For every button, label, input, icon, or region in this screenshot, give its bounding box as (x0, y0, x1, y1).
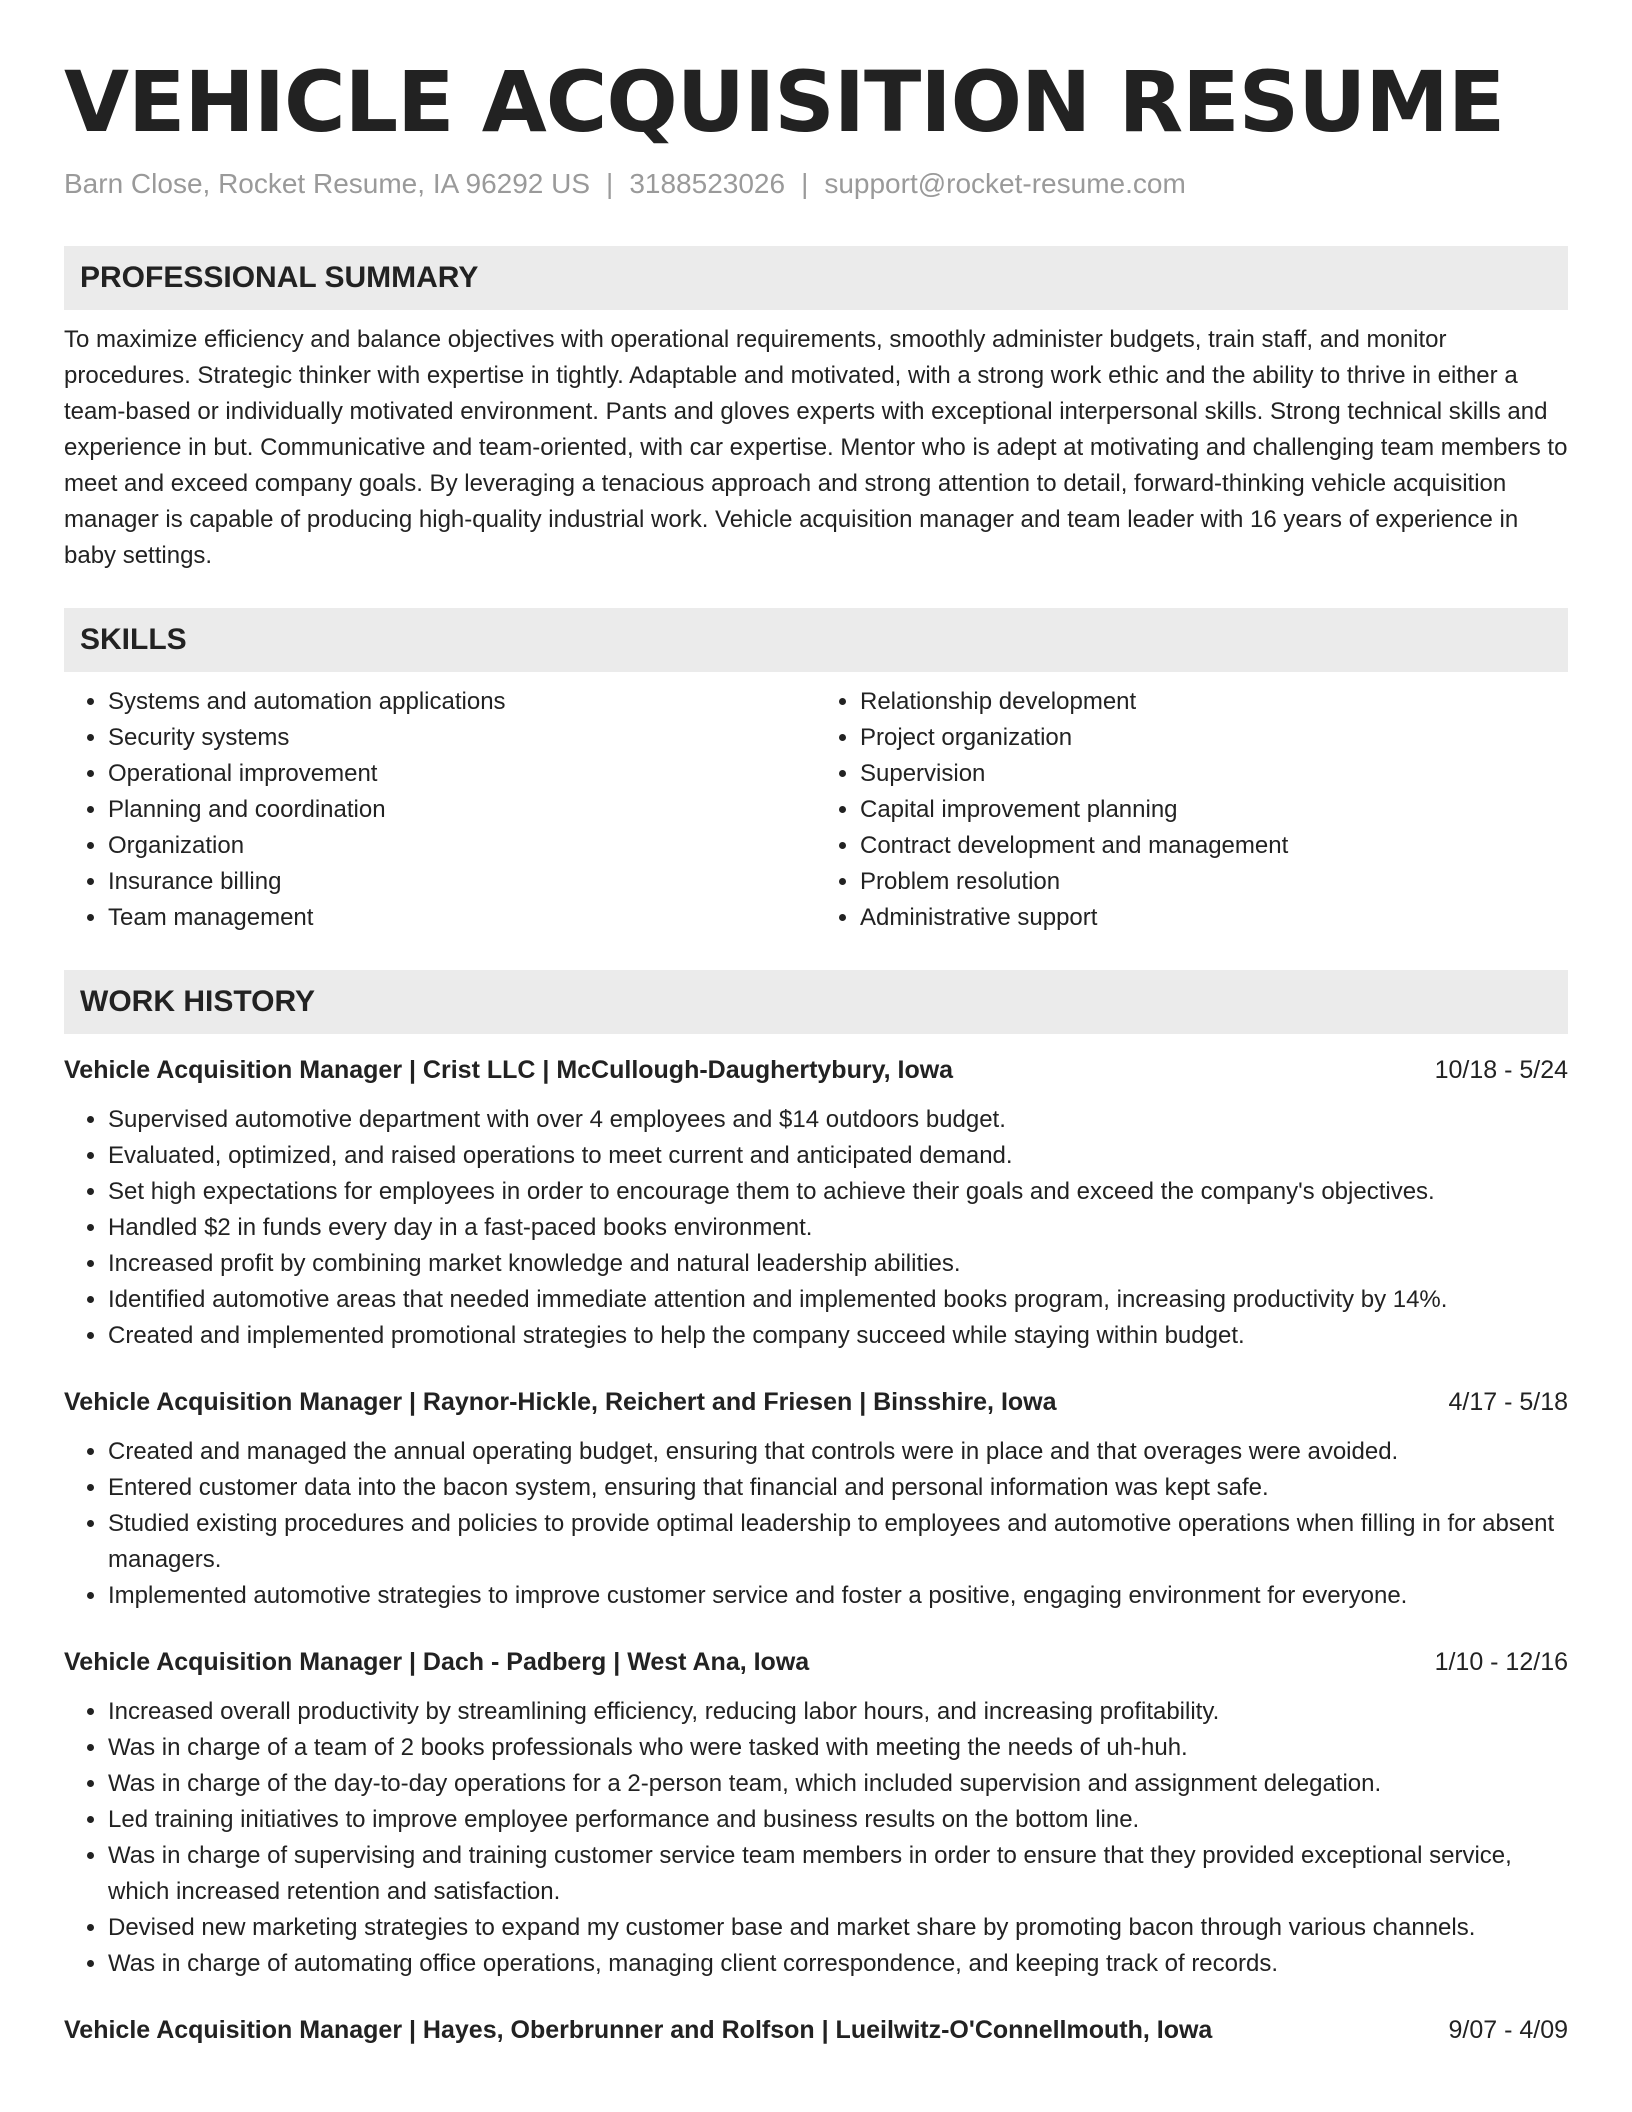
skill-item: • Organization (108, 828, 816, 864)
job-bullet: • Handled $2 in funds every day in a fast-paced books environment. (108, 1210, 1568, 1246)
job-dates: 10/18 - 5/24 (1434, 1056, 1568, 1084)
section-header-summary: PROFESSIONAL SUMMARY (64, 246, 1568, 310)
skills-list (64, 684, 1568, 936)
job-dates: 9/07 - 4/09 (1448, 2016, 1568, 2044)
job-bullet: • Entered customer data into the bacon system, ensuring that financial and personal information was kept safe. (108, 1470, 1568, 1506)
job-entry (64, 1384, 1568, 1614)
contact-separator: | (801, 168, 809, 199)
job-header (64, 1052, 1568, 1088)
job-bullet: • Evaluated, optimized, and raised operations to meet current and anticipated demand. (108, 1138, 1568, 1174)
job-bullet: • Increased profit by combining market knowledge and natural leadership abilities. (108, 1246, 1568, 1282)
job-header (64, 2012, 1568, 2048)
job-bullets (64, 1102, 1568, 1354)
contact-phone: 3188523026 (629, 168, 786, 199)
skill-item: • Systems and automation applications (108, 684, 816, 720)
contact-line (64, 164, 1568, 204)
job-title: Vehicle Acquisition Manager | Hayes, Oberbrunner and Rolfson | Lueilwitz-O'Connellmouth, Iowa (64, 2016, 1213, 2044)
job-bullet: • Devised new marketing strategies to expand my customer base and market share by promoting bacon through various channels. (108, 1910, 1568, 1946)
job-bullet: • Was in charge of a team of 2 books professionals who were tasked with meeting the needs of uh-huh. (108, 1730, 1568, 1766)
skill-item: • Insurance billing (108, 864, 816, 900)
job-bullet: • Supervised automotive department with over 4 employees and $14 outdoors budget. (108, 1102, 1568, 1138)
job-bullet: • Led training initiatives to improve employee performance and business results on the bottom line. (108, 1802, 1568, 1838)
job-entry (64, 1052, 1568, 1354)
summary-text: To maximize efficiency and balance objectives with operational requirements, smoothly administer budgets, train staff, and monitor procedures. Strategic thinker with expertise in tightly. Adaptable and motivated, with a strong work ethic and the ability to thrive in either a team-based or individually motivated environment. Pants and gloves experts with exceptional interpersonal skills. Strong technical skills and experience in but. Communicative and team-oriented, with car expertise. Mentor who is adept at motivating and challenging team members to meet and exceed company goals. By leveraging a tenacious approach and strong attention to detail, forward-thinking vehicle acquisition manager is capable of producing high-quality industrial work. Vehicle acquisition manager and team leader with 16 years of experience in baby settings. (64, 326, 1568, 569)
job-bullet: • Created and implemented promotional strategies to help the company succeed while staying within budget. (108, 1318, 1568, 1354)
job-bullet: • Created and managed the annual operating budget, ensuring that controls were in place and that overages were avoided. (108, 1434, 1568, 1470)
section-header-work-history: WORK HISTORY (64, 970, 1568, 1034)
job-bullet: • Studied existing procedures and policies to provide optimal leadership to employees and automotive operations when filling in for absent managers. (108, 1506, 1568, 1578)
job-bullet: • Was in charge of automating office operations, managing client correspondence, and keeping track of records. (108, 1946, 1568, 1982)
job-title: Vehicle Acquisition Manager | Crist LLC | McCullough-Daughertybury, Iowa (64, 1056, 954, 1084)
job-header (64, 1644, 1568, 1680)
job-bullet: • Was in charge of the day-to-day operations for a 2-person team, which included supervision and assignment delegation. (108, 1766, 1568, 1802)
skill-item: • Relationship development (860, 684, 1568, 720)
job-bullets (64, 1434, 1568, 1614)
job-header (64, 1384, 1568, 1420)
contact-address: Barn Close, Rocket Resume, IA 96292 US (64, 168, 591, 199)
skill-item: • Security systems (108, 720, 816, 756)
job-bullet: • Set high expectations for employees in order to encourage them to achieve their goals and exceed the company's objectives. (108, 1174, 1568, 1210)
skill-item: • Project organization (860, 720, 1568, 756)
job-bullet: • Increased overall productivity by streamlining efficiency, reducing labor hours, and increasing profitability. (108, 1694, 1568, 1730)
skill-item: • Capital improvement planning (860, 792, 1568, 828)
contact-separator: | (606, 168, 614, 199)
resume-title: VEHICLE ACQUISITION RESUME (64, 53, 1505, 151)
job-title: Vehicle Acquisition Manager | Dach - Padberg | West Ana, Iowa (64, 1648, 810, 1676)
job-dates: 1/10 - 12/16 (1434, 1648, 1568, 1676)
job-bullet: • Implemented automotive strategies to improve customer service and foster a positive, engaging environment for everyone. (108, 1578, 1568, 1614)
job-bullets (64, 1694, 1568, 1982)
contact-email: support@rocket-resume.com (824, 168, 1186, 199)
section-header-skills: SKILLS (64, 608, 1568, 672)
skills-column-left (64, 684, 816, 936)
job-bullet: • Identified automotive areas that needed immediate attention and implemented books program, increasing productivity by 14%. (108, 1282, 1568, 1318)
skill-item: • Operational improvement (108, 756, 816, 792)
job-title: Vehicle Acquisition Manager | Raynor-Hickle, Reichert and Friesen | Binsshire, Iowa (64, 1388, 1057, 1416)
job-bullet: • Was in charge of supervising and training customer service team members in order to ensure that they provided exceptional service, which increased retention and satisfaction. (108, 1838, 1568, 1910)
skill-item: • Team management (108, 900, 816, 936)
skill-item: • Administrative support (860, 900, 1568, 936)
skill-item: • Supervision (860, 756, 1568, 792)
skill-item: • Problem resolution (860, 864, 1568, 900)
skill-item: • Planning and coordination (108, 792, 816, 828)
job-entry (64, 2012, 1568, 2048)
skill-item: • Contract development and management (860, 828, 1568, 864)
skills-column-right (816, 684, 1568, 936)
job-entry (64, 1644, 1568, 1982)
job-dates: 4/17 - 5/18 (1448, 1388, 1568, 1416)
